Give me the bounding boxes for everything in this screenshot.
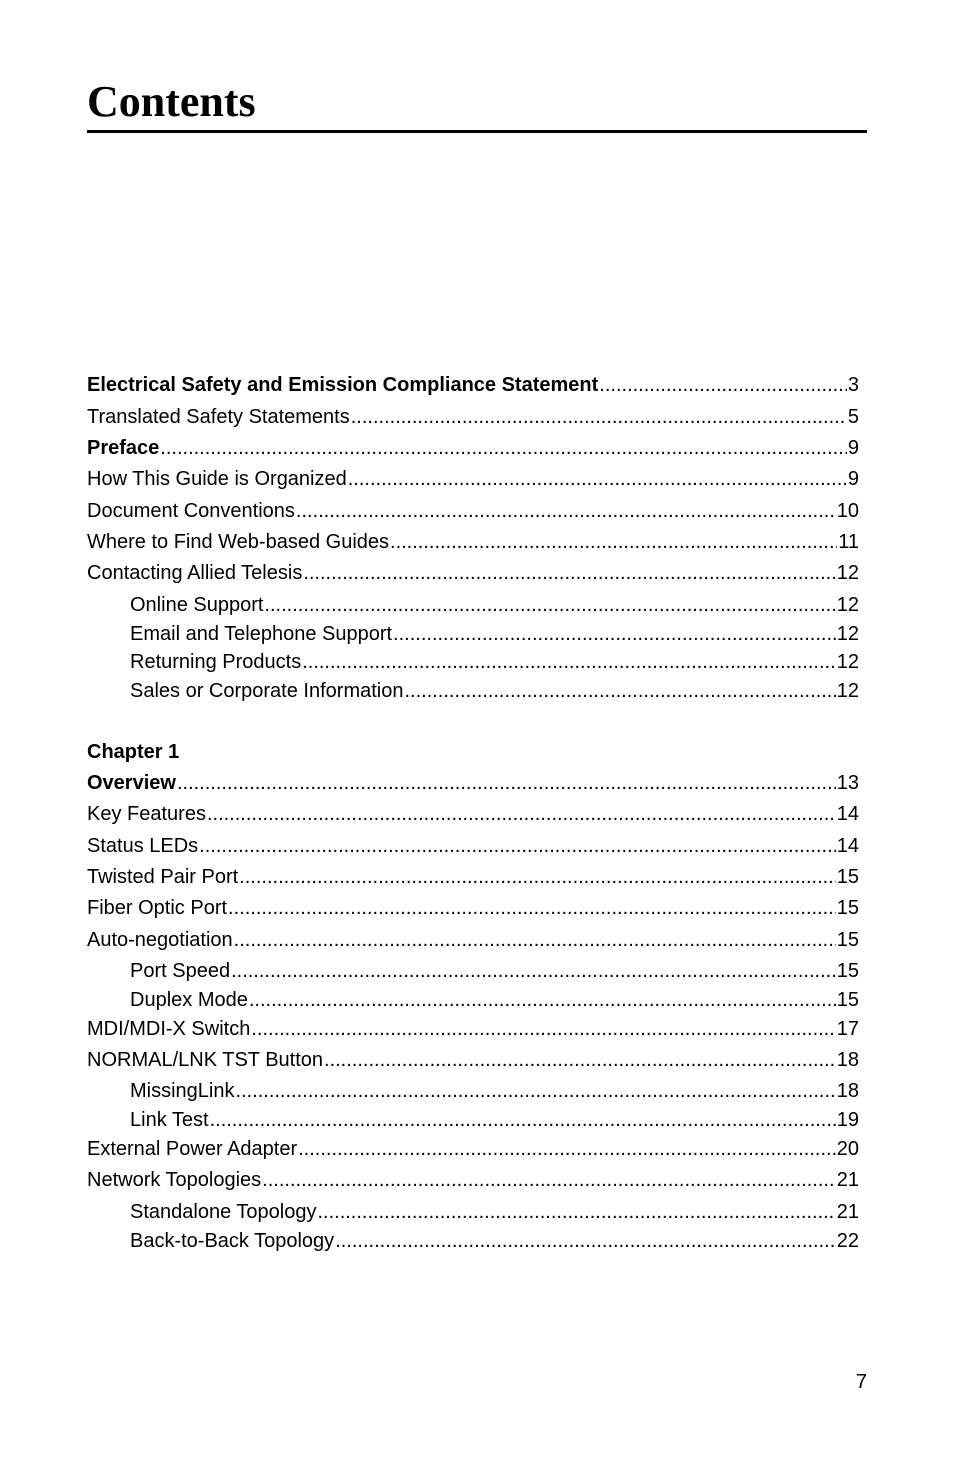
dot-leader (231, 959, 836, 983)
dot-leader (210, 1108, 836, 1132)
toc-entry-title: Electrical Safety and Emission Compliance Statement (87, 374, 599, 396)
dot-leader (249, 988, 836, 1012)
toc-entry[interactable] (130, 988, 859, 1012)
toc-entry[interactable] (87, 1137, 859, 1161)
toc-entry-title: Status LEDs (87, 835, 199, 857)
dot-leader (317, 1200, 835, 1224)
toc-entry-title: Where to Find Web-based Guides (87, 531, 390, 553)
dot-leader (348, 467, 847, 491)
toc-entry-title: Translated Safety Statements (87, 406, 350, 428)
toc-entry[interactable] (87, 896, 859, 920)
toc-entry-title: Back-to-Back Topology (130, 1230, 335, 1252)
toc-entry[interactable] (130, 650, 859, 674)
toc-entry-page: 12 (836, 594, 859, 616)
dot-leader (160, 436, 847, 460)
toc-entry[interactable] (87, 865, 859, 889)
toc-entry-page: 18 (836, 1080, 859, 1102)
toc-entry[interactable] (87, 1048, 859, 1072)
toc-entry-page: 20 (836, 1138, 859, 1160)
toc-entry-page: 15 (836, 960, 859, 982)
toc-entry-page: 9 (847, 437, 859, 459)
toc-entry-title: How This Guide is Organized (87, 468, 347, 490)
toc-entry-page: 11 (838, 531, 859, 553)
toc-entry[interactable] (130, 1108, 859, 1132)
toc-entry-title: NORMAL/LNK TST Button (87, 1049, 324, 1071)
toc-entry-title: Twisted Pair Port (87, 866, 239, 888)
toc-entry-title: Network Topologies (87, 1169, 262, 1191)
dot-leader (262, 1168, 836, 1192)
toc-entry-page: 21 (836, 1201, 859, 1223)
toc-entry[interactable] (130, 593, 859, 617)
dot-leader (404, 679, 835, 703)
toc-entry-title: MissingLink (130, 1080, 235, 1102)
toc-entry-page: 22 (836, 1230, 859, 1252)
dot-leader (228, 896, 836, 920)
toc-entry[interactable] (130, 622, 859, 646)
page-title: Contents (87, 77, 256, 126)
toc-entry-page: 15 (836, 897, 859, 919)
toc-entry-page: 17 (836, 1018, 859, 1040)
toc-entry[interactable] (87, 802, 859, 826)
toc-entry[interactable] (87, 499, 859, 523)
dot-leader (393, 622, 836, 646)
toc-entry-title: Online Support (130, 594, 264, 616)
dot-leader (298, 1137, 836, 1161)
chapter-label: Chapter 1 (87, 741, 180, 763)
toc-entry-title: Sales or Corporate Information (130, 680, 404, 702)
dot-leader (324, 1048, 836, 1072)
toc-entry-title: Duplex Mode (130, 989, 248, 1011)
toc-entry-page: 15 (836, 989, 859, 1011)
toc-entry-page: 15 (836, 929, 859, 951)
dot-leader (335, 1229, 836, 1253)
toc-entry-page: 10 (836, 500, 859, 522)
toc-entry[interactable] (87, 1017, 859, 1041)
toc-entry-page: 12 (836, 562, 859, 584)
toc-entry-title: Contacting Allied Telesis (87, 562, 303, 584)
dot-leader (235, 1079, 835, 1103)
page-number: 7 (855, 1371, 867, 1393)
toc-entry-title: Port Speed (130, 960, 231, 982)
toc-entry[interactable] (130, 1200, 859, 1224)
toc-entry-title: Key Features (87, 803, 206, 825)
toc-entry[interactable] (87, 405, 859, 429)
toc-entry[interactable] (87, 373, 859, 397)
toc-entry-title: Returning Products (130, 651, 302, 673)
toc-entry[interactable] (87, 928, 859, 952)
toc-entry-page: 14 (836, 835, 859, 857)
dot-leader (199, 834, 836, 858)
toc-entry-page: 12 (836, 651, 859, 673)
toc-entry-page: 21 (836, 1169, 859, 1191)
dot-leader (177, 771, 836, 795)
toc-entry[interactable] (87, 561, 859, 585)
toc-entry-title: External Power Adapter (87, 1138, 298, 1160)
toc-entry[interactable] (87, 530, 859, 554)
toc-entry-page: 9 (847, 468, 859, 490)
toc-entry[interactable] (130, 1229, 859, 1253)
toc-entry-title: Overview (87, 772, 176, 794)
toc-entry-page: 12 (836, 680, 859, 702)
dot-leader (302, 650, 836, 674)
dot-leader (239, 865, 836, 889)
toc-entry-title: Auto-negotiation (87, 929, 233, 951)
toc-entry-title: Standalone Topology (130, 1201, 317, 1223)
toc-entry[interactable] (130, 679, 859, 703)
dot-leader (264, 593, 835, 617)
toc-entry-page: 19 (836, 1109, 859, 1131)
dot-leader (251, 1017, 835, 1041)
toc-entry-title: Email and Telephone Support (130, 623, 393, 645)
dot-leader (234, 928, 836, 952)
toc-entry[interactable] (87, 436, 859, 460)
toc-entry-page: 18 (836, 1049, 859, 1071)
toc-entry-title: Fiber Optic Port (87, 897, 228, 919)
toc-entry[interactable] (87, 834, 859, 858)
toc-entry[interactable] (87, 771, 859, 795)
toc-entry-title: Document Conventions (87, 500, 295, 522)
dot-leader (303, 561, 835, 585)
toc-entry[interactable] (87, 1168, 859, 1192)
toc-entry-title: Preface (87, 437, 160, 459)
toc-entry-page: 3 (847, 374, 859, 396)
dot-leader (351, 405, 847, 429)
toc-entry-title: Link Test (130, 1109, 209, 1131)
toc-entry-title: MDI/MDI-X Switch (87, 1018, 251, 1040)
toc-entry[interactable] (87, 467, 859, 491)
toc-entry-page: 13 (836, 772, 859, 794)
toc-entry-page: 12 (836, 623, 859, 645)
toc-entry[interactable] (130, 959, 859, 983)
dot-leader (296, 499, 836, 523)
dot-leader (599, 373, 847, 397)
dot-leader (207, 802, 836, 826)
toc-entry[interactable] (130, 1079, 859, 1103)
toc-entry-page: 14 (836, 803, 859, 825)
toc-entry-page: 5 (847, 406, 859, 428)
toc-entry-page: 15 (836, 866, 859, 888)
dot-leader (390, 530, 837, 554)
